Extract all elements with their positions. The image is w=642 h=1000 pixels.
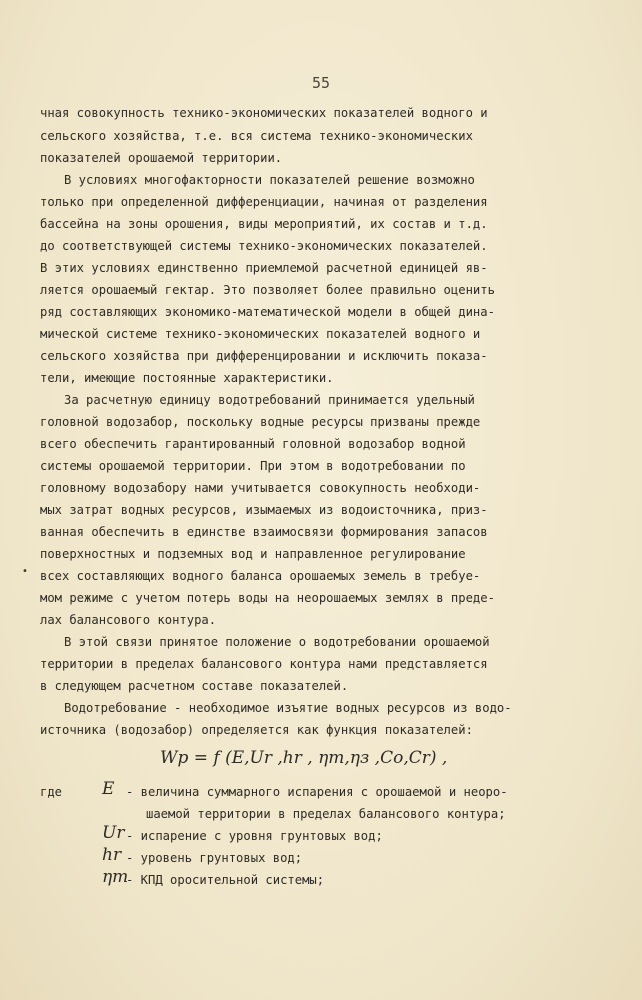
text-line: в следующем расчетном составе показателей. xyxy=(40,679,349,693)
text-line: головной водозабор, поскольку водные ресурсы призваны прежде xyxy=(40,415,481,429)
text-line: всего обеспечить гарантированный головной водозабор водной xyxy=(40,437,466,451)
definition-text: шаемой территории в пределах балансового контура; xyxy=(146,807,506,821)
where-label: где xyxy=(40,785,63,799)
definition-symbol: hr xyxy=(102,845,122,865)
text-line: территории в пределах балансового контура нами представляется xyxy=(40,657,488,671)
text-line: тели, имеющие постоянные характеристики. xyxy=(40,371,334,385)
definition-text: - КПД оросительной системы; xyxy=(126,873,325,887)
definition-symbol: Ur xyxy=(102,823,125,843)
text-line: сельского хозяйства при дифференцировании и исключить показа- xyxy=(40,349,488,363)
text-line: источника (водозабор) определяется как функция показателей: xyxy=(40,723,473,737)
definition-symbol: E xyxy=(102,779,115,799)
text-line: За расчетную единицу водотребований принимается удельный xyxy=(64,393,475,407)
text-line: мых затрат водных ресурсов, изымаемых из водоисточника, приз- xyxy=(40,503,488,517)
text-line: чная совокупность технико-экономических показателей водного и xyxy=(40,106,488,120)
text-line: В этой связи принятое положение о водотребовании орошаемой xyxy=(64,635,490,649)
text-line: мической системе технико-экономических показателей водного и xyxy=(40,327,481,341)
text-line: ряд составляющих экономико-математической модели в общей дина- xyxy=(40,305,495,319)
text-line: системы орошаемой территории. При этом в водотребовании по xyxy=(40,459,466,473)
text-line: головному водозабору нами учитывается совокупность необходи- xyxy=(40,481,481,495)
text-line: только при определенной дифференциации, начиная от разделения xyxy=(40,195,488,209)
text-line: сельского хозяйства, т.е. вся система технико-экономических xyxy=(40,129,473,143)
text-line: ванная обеспечить в единстве взаимосвязи формирования запасов xyxy=(40,525,488,539)
definition-text: - испарение с уровня грунтовых вод; xyxy=(126,829,383,843)
definition-symbol: ηт xyxy=(102,867,129,887)
definition-text: - величина суммарного испарения с орошаемой и неоро- xyxy=(126,785,508,799)
text-line: поверхностных и подземных вод и направленное регулирование xyxy=(40,547,466,561)
text-line: бассейна на зоны орошения, виды мероприятий, их состав и т.д. xyxy=(40,217,488,231)
page-number: 55 xyxy=(311,74,331,92)
definition-text: - уровень грунтовых вод; xyxy=(126,851,303,865)
text-line: мом режиме с учетом потерь воды на неорошаемых землях в преде- xyxy=(40,591,495,605)
text-line: до соответствующей системы технико-экономических показателей. xyxy=(40,239,488,253)
formula: Wp = f (E,Ur ,hr , ηт,ηз ,Co,Cr) , xyxy=(160,748,448,768)
stray-dot: • xyxy=(22,566,28,577)
text-line: лах балансового контура. xyxy=(40,613,217,627)
text-line: всех составляющих водного баланса орошаемых земель в требуе- xyxy=(40,569,481,583)
text-line: показателей орошаемой территории. xyxy=(40,151,283,165)
text-line: Водотребование - необходимое изъятие водных ресурсов из водо- xyxy=(64,701,512,715)
text-line: В условиях многофакторности показателей решение возможно xyxy=(64,173,475,187)
text-line: ляется орошаемый гектар. Это позволяет более правильно оценить xyxy=(40,283,495,297)
text-line: В этих условиях единственно приемлемой расчетной единицей яв- xyxy=(40,261,488,275)
